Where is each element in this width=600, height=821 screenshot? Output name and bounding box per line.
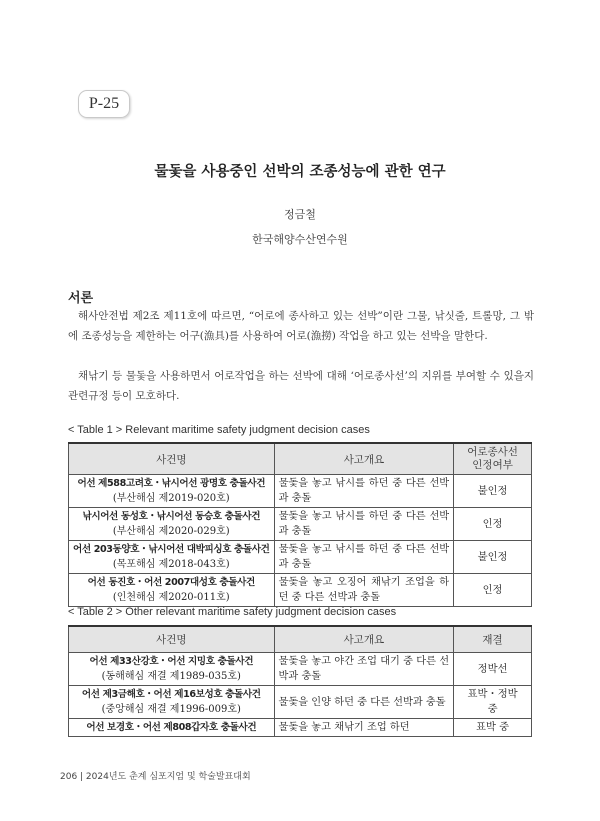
ruling-number: (인천해심 제2020-011호) bbox=[112, 592, 230, 603]
table-row bbox=[69, 475, 532, 508]
accident-summary: 물돛을 인양 하던 중 다른 선박과 충돌 bbox=[274, 686, 454, 719]
accident-summary: 물돛을 놓고 야간 조업 대기 중 다른 선박과 충돌 bbox=[274, 653, 454, 686]
table-row bbox=[69, 541, 532, 574]
ruling-number: (부산해심 제2019-020호) bbox=[112, 493, 230, 504]
recognition-result: 불인정 bbox=[454, 475, 532, 508]
case-name: 어선 보경호・어선 제808갑자호 충돌사건 bbox=[86, 722, 257, 733]
case-cell bbox=[69, 574, 275, 607]
table-row bbox=[69, 653, 532, 686]
accident-summary: 물돛을 놓고 낚시를 하던 중 다른 선박과 충돌 bbox=[274, 475, 454, 508]
verdict-result: 표박・정박 중 bbox=[454, 686, 532, 719]
author-affiliation: 한국해양수산연수원 bbox=[252, 233, 348, 246]
intro-paragraph-2: 채낚기 등 물돛을 사용하면서 어로작업을 하는 선박에 대해 ‘어로종사선’의 지위를 부여할 수 있을지 관련규정 등이 모호하다. bbox=[68, 370, 534, 402]
case-name: 어선 203동양호・낚시어선 대박피싱호 충돌사건 bbox=[73, 544, 270, 555]
ruling-number: (중앙해심 재결 제1996-009호) bbox=[101, 704, 241, 715]
verdict-result: 정박선 bbox=[454, 653, 532, 686]
ruling-number: (동해해심 재결 제1989-035호) bbox=[101, 671, 241, 682]
case-name: 어선 동진호・어선 2007대성호 충돌사건 bbox=[87, 577, 255, 588]
author-name: 정금철 bbox=[284, 208, 316, 221]
accident-summary: 물돛을 놓고 낚시를 하던 중 다른 선박과 충돌 bbox=[274, 508, 454, 541]
table1-header-recognition: 어로종사선 인정여부 bbox=[454, 443, 532, 475]
table1-header-summary: 사고개요 bbox=[274, 443, 454, 475]
table-row bbox=[69, 719, 532, 737]
case-cell bbox=[69, 508, 275, 541]
case-cell bbox=[69, 475, 275, 508]
table1-caption: < Table 1 > Relevant maritime safety judgment decision cases bbox=[68, 424, 370, 436]
table1-header-case: 사건명 bbox=[69, 443, 275, 475]
recognition-result: 불인정 bbox=[454, 541, 532, 574]
section-heading: 서론 bbox=[68, 291, 94, 306]
table-row bbox=[69, 508, 532, 541]
case-cell bbox=[69, 541, 275, 574]
recognition-result: 인정 bbox=[454, 508, 532, 541]
table2-header-verdict: 재결 bbox=[454, 626, 532, 653]
table2-header-summary: 사고개요 bbox=[274, 626, 454, 653]
intro-paragraph-1: 해사안전법 제2조 제11호에 따르면, “어로에 종사하고 있는 선박”이란 그물, 낚싯줄, 트롤망, 그 밖에 조종성능을 제한하는 어구(漁具)를 사용하여 어로(漁撈) 작업을 하고 있는 선박을 말한다. bbox=[68, 310, 534, 342]
accident-summary: 물돛을 놓고 채낚기 조업 하던 bbox=[274, 719, 454, 737]
recognition-result: 인정 bbox=[454, 574, 532, 607]
table-row bbox=[69, 686, 532, 719]
ruling-number: (부산해심 제2020-029호) bbox=[112, 526, 230, 537]
case-cell bbox=[69, 719, 275, 737]
paper-title: 물돛을 사용중인 선박의 조종성능에 관한 연구 bbox=[154, 163, 446, 180]
paper-number-badge: P-25 bbox=[78, 90, 130, 118]
case-name: 낚시어선 동성호・낚시어선 동승호 충돌사건 bbox=[82, 511, 261, 522]
page-footer: 206 | 2024년도 춘계 심포지엄 및 학술발표대회 bbox=[60, 772, 251, 782]
case-name: 어선 제33산강호・어선 지밍호 충돌사건 bbox=[89, 656, 254, 667]
case-cell bbox=[69, 653, 275, 686]
table2-caption: < Table 2 > Other relevant maritime safety judgment decision cases bbox=[68, 606, 397, 618]
case-name: 어선 제588고려호・낚시어선 광명호 충돌사건 bbox=[77, 478, 266, 489]
ruling-number: (목포해심 제2018-043호) bbox=[112, 559, 230, 570]
table2 bbox=[68, 625, 532, 737]
accident-summary: 물돛을 놓고 오징어 채낚기 조업을 하던 중 다른 선박과 충돌 bbox=[274, 574, 454, 607]
table1 bbox=[68, 442, 532, 607]
table1-header-row bbox=[69, 443, 532, 475]
table2-header-row bbox=[69, 626, 532, 653]
accident-summary: 물돛을 놓고 낚시를 하던 중 다른 선박과 충돌 bbox=[274, 541, 454, 574]
table-row bbox=[69, 574, 532, 607]
table2-header-case: 사건명 bbox=[69, 626, 275, 653]
case-name: 어선 제3금해호・어선 제16보성호 충돌사건 bbox=[81, 689, 261, 700]
case-cell bbox=[69, 686, 275, 719]
verdict-result: 표박 중 bbox=[454, 719, 532, 737]
